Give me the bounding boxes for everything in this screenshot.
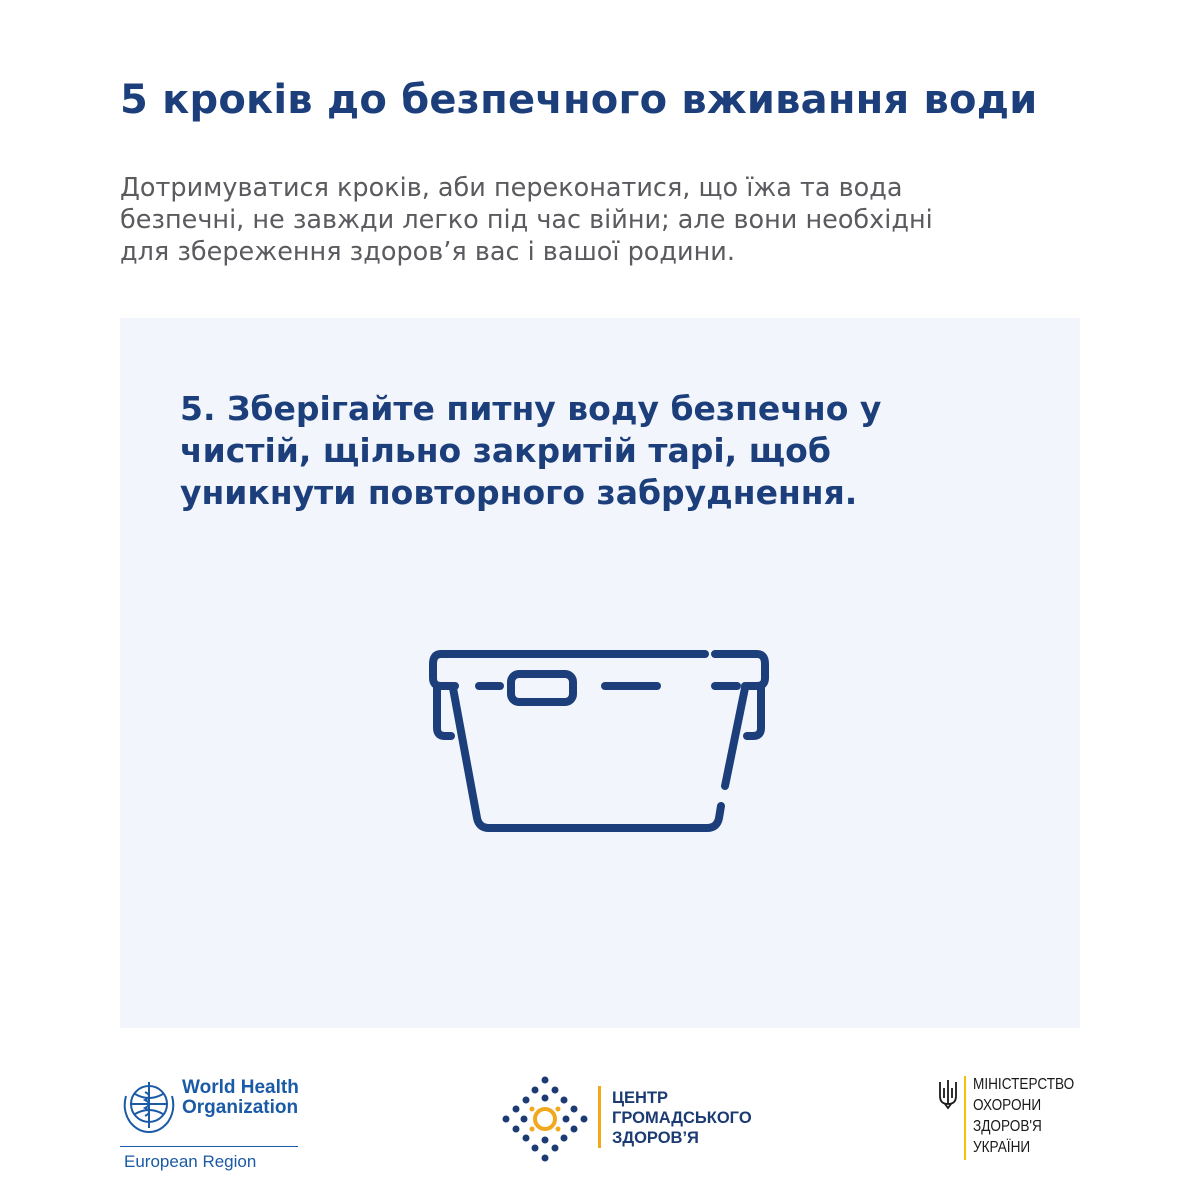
moz-name-line: МІНІСТЕРСТВО [973, 1076, 1075, 1093]
cgz-name [612, 1088, 752, 1148]
intro-line: для збереження здоров’я вас і вашої родини. [120, 237, 735, 267]
who-name-line: World Health [182, 1077, 299, 1098]
cgz-logo [500, 1074, 750, 1164]
moz-name-line: УКРАЇНИ [973, 1139, 1031, 1156]
intro-line: Дотримуватися кроків, аби переконатися, що їжа та вода [120, 173, 903, 203]
step-line: уникнути повторного забруднення. [180, 473, 858, 512]
moz-name [973, 1074, 1074, 1158]
step-line: чистій, щільно закритій тарі, щоб [180, 431, 831, 470]
intro-line: безпечні, не завжди легко під час війни; але вони необхідні [120, 205, 933, 235]
step-text [180, 388, 1040, 514]
food-container-icon [425, 648, 785, 848]
divider [964, 1076, 966, 1160]
cgz-name-line: ЦЕНТР [612, 1089, 669, 1107]
step-line: 5. Зберігайте питну воду безпечно у [180, 389, 882, 428]
who-logo [120, 1074, 310, 1171]
who-name [182, 1078, 299, 1118]
intro-text [120, 172, 1100, 268]
who-region: European Region [124, 1152, 257, 1171]
trident-icon [937, 1078, 959, 1110]
dots-logo-icon [500, 1074, 590, 1164]
divider [120, 1146, 298, 1147]
cgz-name-line: ЗДОРОВ’Я [612, 1129, 699, 1147]
footer-logos [0, 1060, 1200, 1200]
divider [598, 1086, 601, 1148]
who-emblem-icon [120, 1074, 178, 1136]
cgz-name-line: ГРОМАДСЬКОГО [612, 1109, 752, 1127]
moz-logo [935, 1074, 1095, 1184]
step-card [120, 318, 1080, 1028]
moz-name-line: ЗДОРОВ'Я [973, 1118, 1042, 1135]
who-name-line: Organization [182, 1097, 299, 1118]
page-title: 5 кроків до безпечного вживання води [120, 77, 1038, 123]
moz-name-line: ОХОРОНИ [973, 1097, 1042, 1114]
